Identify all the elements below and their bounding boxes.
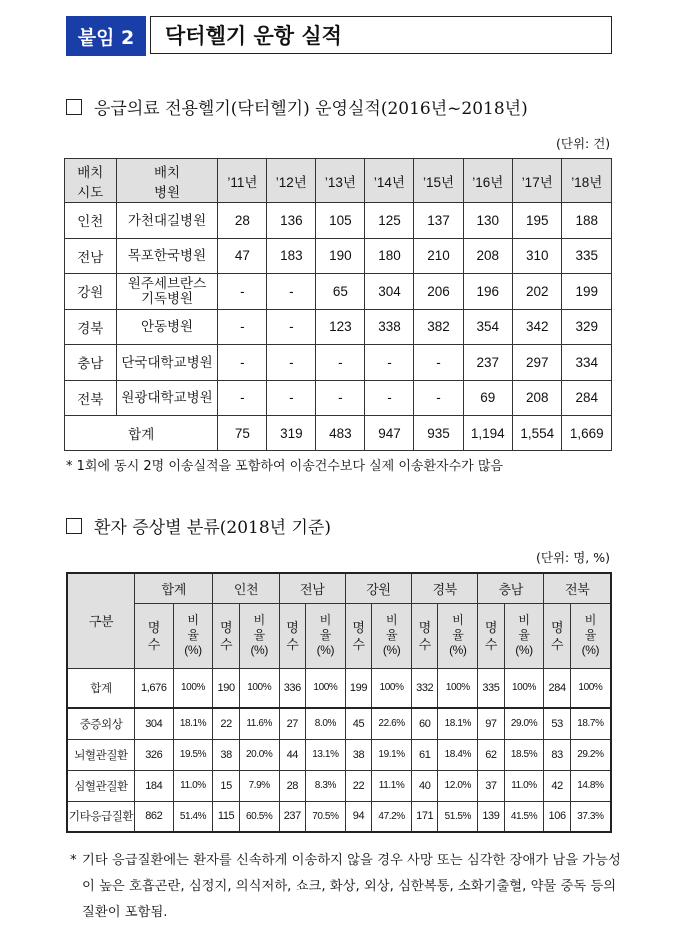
value-cell: 354 <box>463 309 512 345</box>
section1-note: * 1회에 동시 2명 이송실적을 포함하여 이송건수보다 실제 이송환자수가 많음 <box>66 459 503 474</box>
total-value-cell: 75 <box>218 416 267 451</box>
count-cell: 332 <box>412 668 438 708</box>
value-cell: 125 <box>365 203 414 239</box>
count-cell: 94 <box>345 801 371 832</box>
count-cell: 62 <box>478 739 504 770</box>
count-subheader: 명 수 <box>412 603 438 668</box>
group-header-cell: 경북 <box>412 573 478 603</box>
section2-heading <box>66 513 331 538</box>
value-cell: 136 <box>267 203 316 239</box>
ratio-cell: 29.0% <box>504 708 544 739</box>
ratio-cell: 12.0% <box>438 770 478 801</box>
value-cell: 237 <box>463 345 512 381</box>
total-label: 합계 <box>65 416 218 451</box>
count-cell: 53 <box>544 708 570 739</box>
region-cell: 전남 <box>65 238 117 274</box>
count-cell: 106 <box>544 801 570 832</box>
total-value-cell: 319 <box>267 416 316 451</box>
total-row <box>65 416 612 451</box>
ratio-cell: 70.5% <box>306 801 346 832</box>
count-cell: 115 <box>213 801 239 832</box>
header-cell: ’15년 <box>414 159 463 203</box>
count-cell: 139 <box>478 801 504 832</box>
count-subheader: 명 수 <box>345 603 371 668</box>
ratio-cell: 100% <box>570 668 611 708</box>
value-cell: - <box>267 309 316 345</box>
value-cell: - <box>414 345 463 381</box>
count-cell: 40 <box>412 770 438 801</box>
ratio-cell: 51.4% <box>173 801 213 832</box>
section1-heading <box>66 94 528 119</box>
count-cell: 304 <box>135 708 174 739</box>
table-row <box>65 380 612 416</box>
count-cell: 22 <box>213 708 239 739</box>
section2-title: 환자 증상별 분류(2018년 기준) <box>94 518 331 538</box>
count-cell: 42 <box>544 770 570 801</box>
ratio-subheader: 비 율 (%) <box>570 603 611 668</box>
value-cell: 130 <box>463 203 512 239</box>
section1-title: 응급의료 전용헬기(닥터헬기) 운영실적(2016년~2018년) <box>94 99 528 119</box>
value-cell: 304 <box>365 274 414 310</box>
ratio-cell: 19.1% <box>372 739 412 770</box>
value-cell: 47 <box>218 238 267 274</box>
value-cell: 202 <box>513 274 562 310</box>
ratio-cell: 7.9% <box>239 770 279 801</box>
ratio-cell: 8.3% <box>306 770 346 801</box>
symptom-label-cell: 심혈관질환 <box>67 770 135 801</box>
total-value-cell: 1,669 <box>562 416 612 451</box>
group-header-cell: 충남 <box>478 573 544 603</box>
ratio-cell: 18.1% <box>173 708 213 739</box>
count-cell: 38 <box>213 739 239 770</box>
value-cell: - <box>267 345 316 381</box>
hospital-cell: 가천대길병원 <box>116 203 218 239</box>
value-cell: 335 <box>562 238 612 274</box>
value-cell: 69 <box>463 380 512 416</box>
symptom-label-cell: 기타응급질환 <box>67 801 135 832</box>
ratio-cell: 18.4% <box>438 739 478 770</box>
ratio-cell: 41.5% <box>504 801 544 832</box>
value-cell: - <box>365 380 414 416</box>
count-cell: 27 <box>279 708 305 739</box>
value-cell: - <box>316 345 365 381</box>
note-text: 기타 응급질환에는 환자를 신속하게 이송하지 않을 경우 사망 또는 심각한 장애가 남을 가능성이 높은 호흡곤란, 심정지, 의식저하, 쇼크, 화상, 외상, 심한복통, 소화기출혈, 약물 중독 등의 질환이 포함됨. <box>82 853 621 920</box>
value-cell: - <box>218 345 267 381</box>
count-cell: 83 <box>544 739 570 770</box>
attachment-badge: 붙임 2 <box>66 16 146 56</box>
total-value-cell: 483 <box>316 416 365 451</box>
count-cell: 97 <box>478 708 504 739</box>
value-cell: - <box>218 380 267 416</box>
value-cell: 123 <box>316 309 365 345</box>
count-cell: 862 <box>135 801 174 832</box>
hospital-cell: 원주세브란스 기독병원 <box>116 274 218 310</box>
ratio-cell: 100% <box>306 668 346 708</box>
ratio-cell: 100% <box>504 668 544 708</box>
header-cell: ’13년 <box>316 159 365 203</box>
symptom-label-cell: 뇌혈관질환 <box>67 739 135 770</box>
symptom-label-cell: 중증외상 <box>67 708 135 739</box>
checkbox-square-icon <box>66 518 82 534</box>
table-row <box>65 203 612 239</box>
header-cell: 배치 시도 <box>65 159 117 203</box>
section1-unit: (단위: 건) <box>556 136 611 151</box>
count-cell: 22 <box>345 770 371 801</box>
note-asterisk: * <box>70 853 77 868</box>
table-row <box>67 770 611 801</box>
value-cell: 329 <box>562 309 612 345</box>
value-cell: 199 <box>562 274 612 310</box>
count-cell: 184 <box>135 770 174 801</box>
table-row <box>67 801 611 832</box>
count-cell: 336 <box>279 668 305 708</box>
table-row <box>65 238 612 274</box>
ratio-subheader: 비 율 (%) <box>372 603 412 668</box>
ratio-cell: 18.5% <box>504 739 544 770</box>
count-subheader: 명 수 <box>544 603 570 668</box>
value-cell: 297 <box>513 345 562 381</box>
count-cell: 199 <box>345 668 371 708</box>
header-cell: ’11년 <box>218 159 267 203</box>
value-cell: 208 <box>513 380 562 416</box>
region-cell: 인천 <box>65 203 117 239</box>
count-cell: 1,676 <box>135 668 174 708</box>
count-subheader: 명 수 <box>279 603 305 668</box>
count-cell: 37 <box>478 770 504 801</box>
count-cell: 326 <box>135 739 174 770</box>
count-cell: 237 <box>279 801 305 832</box>
hospital-cell: 안동병원 <box>116 309 218 345</box>
hospital-cell: 단국대학교병원 <box>116 345 218 381</box>
total-value-cell: 1,554 <box>513 416 562 451</box>
group-header-row <box>67 573 611 603</box>
count-cell: 38 <box>345 739 371 770</box>
region-cell: 경북 <box>65 309 117 345</box>
value-cell: - <box>267 380 316 416</box>
value-cell: 190 <box>316 238 365 274</box>
ratio-cell: 14.8% <box>570 770 611 801</box>
count-cell: 60 <box>412 708 438 739</box>
total-value-cell: 947 <box>365 416 414 451</box>
group-header-cell: 인천 <box>213 573 279 603</box>
table-row <box>67 668 611 708</box>
ratio-cell: 11.0% <box>173 770 213 801</box>
value-cell: 210 <box>414 238 463 274</box>
ratio-cell: 18.1% <box>438 708 478 739</box>
count-cell: 28 <box>279 770 305 801</box>
ratio-cell: 47.2% <box>372 801 412 832</box>
ratio-cell: 11.6% <box>239 708 279 739</box>
region-cell: 전북 <box>65 380 117 416</box>
group-header-cell: 합계 <box>135 573 213 603</box>
ratio-cell: 60.5% <box>239 801 279 832</box>
count-cell: 171 <box>412 801 438 832</box>
value-cell: 342 <box>513 309 562 345</box>
ratio-cell: 51.5% <box>438 801 478 832</box>
value-cell: - <box>316 380 365 416</box>
patient-symptom-table <box>66 572 612 833</box>
value-cell: 284 <box>562 380 612 416</box>
count-cell: 44 <box>279 739 305 770</box>
section2-note <box>70 848 630 926</box>
value-cell: - <box>365 345 414 381</box>
count-subheader: 명 수 <box>213 603 239 668</box>
value-cell: 310 <box>513 238 562 274</box>
total-value-cell: 1,194 <box>463 416 512 451</box>
count-cell: 190 <box>213 668 239 708</box>
count-cell: 284 <box>544 668 570 708</box>
count-subheader: 명 수 <box>135 603 174 668</box>
count-cell: 335 <box>478 668 504 708</box>
ratio-subheader: 비 율 (%) <box>173 603 213 668</box>
header-cell: ’17년 <box>513 159 562 203</box>
table-row <box>67 739 611 770</box>
hospital-cell: 원광대학교병원 <box>116 380 218 416</box>
header-cell: ’14년 <box>365 159 414 203</box>
ratio-subheader: 비 율 (%) <box>438 603 478 668</box>
table-row <box>65 274 612 310</box>
table-row <box>67 708 611 739</box>
ratio-cell: 11.1% <box>372 770 412 801</box>
count-cell: 45 <box>345 708 371 739</box>
value-cell: - <box>218 274 267 310</box>
ratio-cell: 29.2% <box>570 739 611 770</box>
value-cell: 196 <box>463 274 512 310</box>
page-title: 닥터헬기 운항 실적 <box>150 16 612 54</box>
value-cell: 188 <box>562 203 612 239</box>
count-subheader: 명 수 <box>478 603 504 668</box>
header-cell: ’18년 <box>562 159 612 203</box>
ratio-subheader: 비 율 (%) <box>306 603 346 668</box>
group-header-cell: 전북 <box>544 573 611 603</box>
group-header-cell: 전남 <box>279 573 345 603</box>
value-cell: 206 <box>414 274 463 310</box>
ratio-cell: 13.1% <box>306 739 346 770</box>
table-row <box>65 309 612 345</box>
ratio-cell: 37.3% <box>570 801 611 832</box>
total-value-cell: 935 <box>414 416 463 451</box>
value-cell: 183 <box>267 238 316 274</box>
header-cell: ’16년 <box>463 159 512 203</box>
ratio-cell: 19.5% <box>173 739 213 770</box>
ratio-cell: 100% <box>372 668 412 708</box>
ratio-cell: 20.0% <box>239 739 279 770</box>
value-cell: 137 <box>414 203 463 239</box>
ratio-cell: 100% <box>239 668 279 708</box>
value-cell: - <box>414 380 463 416</box>
value-cell: 338 <box>365 309 414 345</box>
count-cell: 61 <box>412 739 438 770</box>
count-cell: 15 <box>213 770 239 801</box>
region-cell: 강원 <box>65 274 117 310</box>
value-cell: 180 <box>365 238 414 274</box>
symptom-label-cell: 합계 <box>67 668 135 708</box>
value-cell: - <box>267 274 316 310</box>
hospital-cell: 목포한국병원 <box>116 238 218 274</box>
ratio-subheader: 비 율 (%) <box>504 603 544 668</box>
ratio-subheader: 비 율 (%) <box>239 603 279 668</box>
value-cell: 28 <box>218 203 267 239</box>
ratio-cell: 100% <box>438 668 478 708</box>
ratio-cell: 11.0% <box>504 770 544 801</box>
value-cell: 208 <box>463 238 512 274</box>
value-cell: 382 <box>414 309 463 345</box>
value-cell: 65 <box>316 274 365 310</box>
ratio-cell: 22.6% <box>372 708 412 739</box>
header-cell: ’12년 <box>267 159 316 203</box>
table-row <box>65 345 612 381</box>
value-cell: 105 <box>316 203 365 239</box>
value-cell: 334 <box>562 345 612 381</box>
checkbox-square-icon <box>66 99 82 115</box>
header-cell: 배치 병원 <box>116 159 218 203</box>
region-cell: 충남 <box>65 345 117 381</box>
group-header-cell: 강원 <box>345 573 411 603</box>
sub-header-row <box>67 603 611 668</box>
section2-unit: (단위: 명, %) <box>536 550 610 565</box>
ratio-cell: 18.7% <box>570 708 611 739</box>
value-cell: 195 <box>513 203 562 239</box>
ratio-cell: 8.0% <box>306 708 346 739</box>
value-cell: - <box>218 309 267 345</box>
corner-cell: 구분 <box>67 573 135 668</box>
helicopter-operations-table <box>64 158 612 451</box>
ratio-cell: 100% <box>173 668 213 708</box>
